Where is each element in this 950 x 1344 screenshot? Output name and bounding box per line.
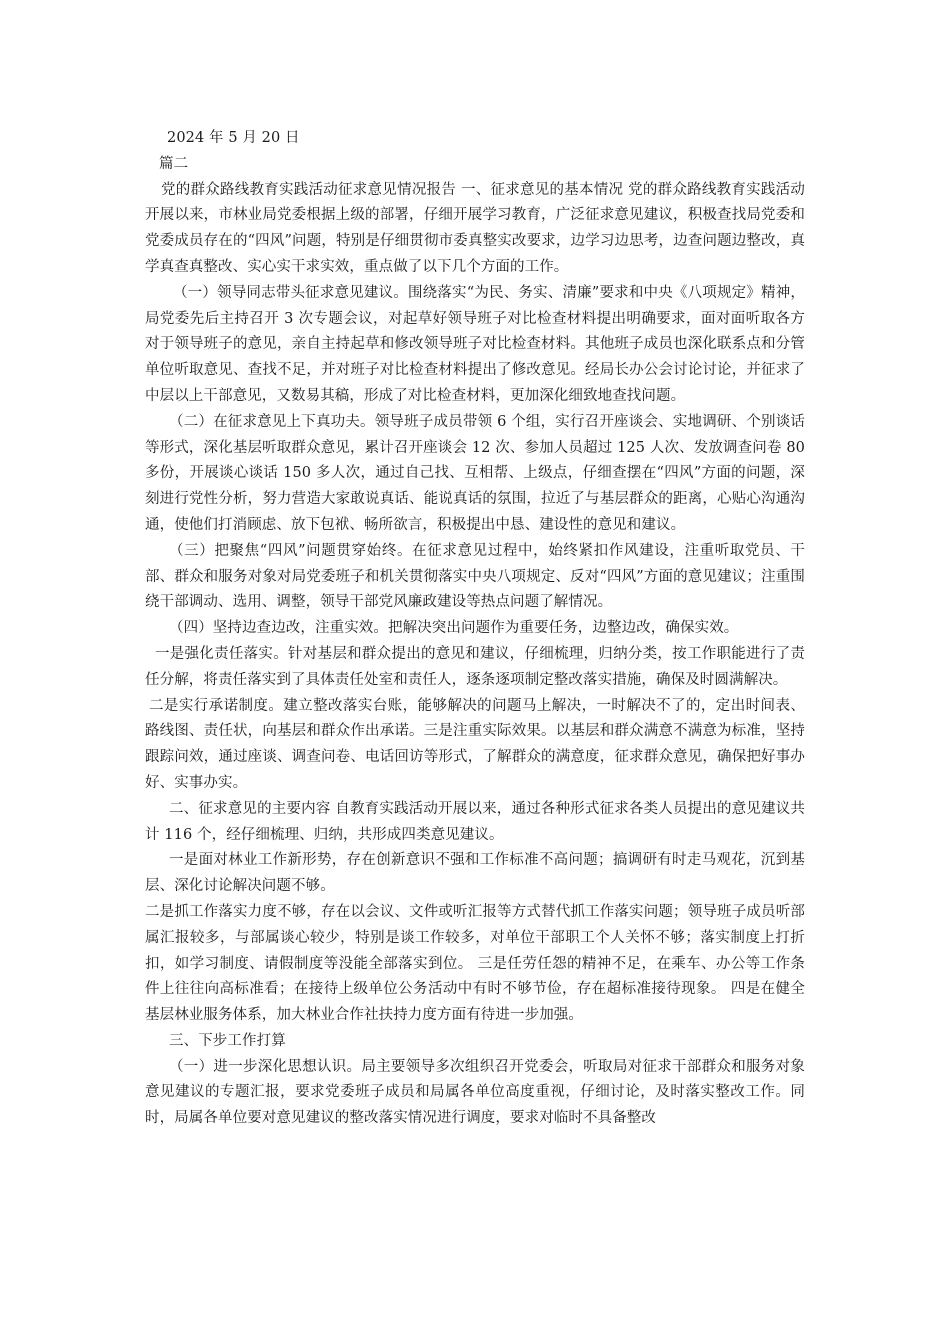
paragraph-rectify-while-checking: （四）坚持边查边改，注重实效。把解决突出问题作为重要任务，边整边改，确保实效。	[169, 620, 739, 637]
paragraph-responsibility: 一是强化责任落实。针对基层和群众提出的意见和建议，仔细梳理，归纳分类，按工作职能进行了责任分解，将责任落实到了具体责任处室和责任人，逐条逐项制定整改落实措施，确保及时圆满解决。	[145, 645, 805, 688]
section-two-heading-paragraph: 二、征求意见的主要内容 自教育实践活动开展以来，通过各种形式征求各类人员提出的意见建议共计 116 个，经仔细梳理、归纳，共形成四类意见建议。	[145, 800, 805, 843]
report-intro-paragraph: 党的群众路线教育实践活动征求意见情况报告 一、征求意见的基本情况 党的群众路线教育实践活动开展以来，市林业局党委根据上级的部署，仔细开展学习教育，广泛征求意见建议，积极查找局党委和党委成员存在的“四风”问题，特别是仔细贯彻市委真整实改要求，边学习边思考，边查问题边整改，真学真查真整改、实心实干求实效，重点做了以下几个方面的工作。	[145, 181, 805, 275]
paragraph-issue-one: 一是面对林业工作新形势，存在创新意识不强和工作标准不高问题；搞调研有时走马观花，沉到基层、深化讨论解决问题不够。	[145, 852, 805, 895]
paragraph-commitment-system: 二是实行承诺制度。建立整改落实台账，能够解决的问题马上解决，一时解决不了的，定出时间表、路线图、责任状，向基层和群众作出承诺。三是注重实际效果。以基层和群众满意不满意为标准，坚持跟踪问效，通过座谈、调查问卷、电话回访等形式，了解群众的满意度，征求群众意见，确保把好事办好、实事办实。	[145, 697, 805, 791]
paragraph-deepen-understanding: （一）进一步深化思想认识。局主要领导多次组织召开党委会，听取局对征求干部群众和服务对象意见建议的专题汇报，要求党委班子成员和局属各单位高度重视，仔细讨论，及时落实整改工作。同时，局属各单位要对意见建议的整改落实情况进行调度，要求对临时不具备整改	[145, 1058, 805, 1127]
paragraph-issues-two-to-four: 二是抓工作落实力度不够，存在以会议、文件或听汇报等方式替代抓工作落实问题；领导班子成员听部属汇报较多，与部属谈心较少，特别是谈工作较多，对单位干部职工个人关怀不够；落实制度上打折扣，如学习制度、请假制度等没能全部落实到位。 三是任劳任怨的精神不足，在乘车、办公等工作条件上往往向高标准看；在接待上级单位公务活动中有时不够节俭，存在超标准接待现象。 四是在健全基层林业服务体系，加大林业合作社扶持力度方面有待进一步加强。	[145, 903, 805, 1024]
paragraph-four-winds-focus: （三）把聚焦“四风”问题贯穿始终。在征求意见过程中，始终紧扣作风建设，注重听取党员、干部、群众和服务对象对局党委班子和机关贯彻落实中央八项规定、反对“四风”方面的意见建议；注重围绕干部调动、选用、调整，领导干部党风廉政建设等热点问题了解情况。	[145, 542, 805, 611]
paragraph-leaders-solicit: （一）领导同志带头征求意见建议。围绕落实“为民、务实、清廉”要求和中央《八项规定》精神，局党委先后主持召开 3 次专题会议，对起草好领导班子对比检查材料提出明确要求，面对面听取各方对于领导班子的意见，亲自主持起草和修改领导班子对比检查材料。其他班子成员也深化联系点和分管单位听取意见、查找不足，并对班子对比检查材料提出了修改意见。经局长办公会讨论讨论，并征求了中层以上干部意见，又数易其稿，形成了对比检查材料，更加深化细致地查找问题。	[145, 284, 805, 404]
paragraph-solicitation-effort: （二）在征求意见上下真功夫。领导班子成员带领 6 个组，实行召开座谈会、实地调研、个别谈话等形式，深化基层听取群众意见，累计召开座谈会 12 次、参加人员超过 125 人次、发放调查问卷 80 多份，开展谈心谈话 150 多人次，通过自己找、互相帮、上级点，仔细查摆在“四风”方面的问题，深刻进行党性分析，努力营造大家敢说真话、能说真话的氛围，拉近了与基层群众的距离，心贴心沟通沟通，使他们打消顾虑、放下包袱、畅所欲言，积极提出中恳、建设性的意见和建议。	[145, 413, 805, 533]
document-date: 2024 年 5 月 20 日	[167, 130, 300, 146]
section-label: 篇二	[159, 155, 189, 172]
section-three-heading: 三、下步工作打算	[169, 1032, 286, 1049]
document-body	[145, 126, 805, 1132]
